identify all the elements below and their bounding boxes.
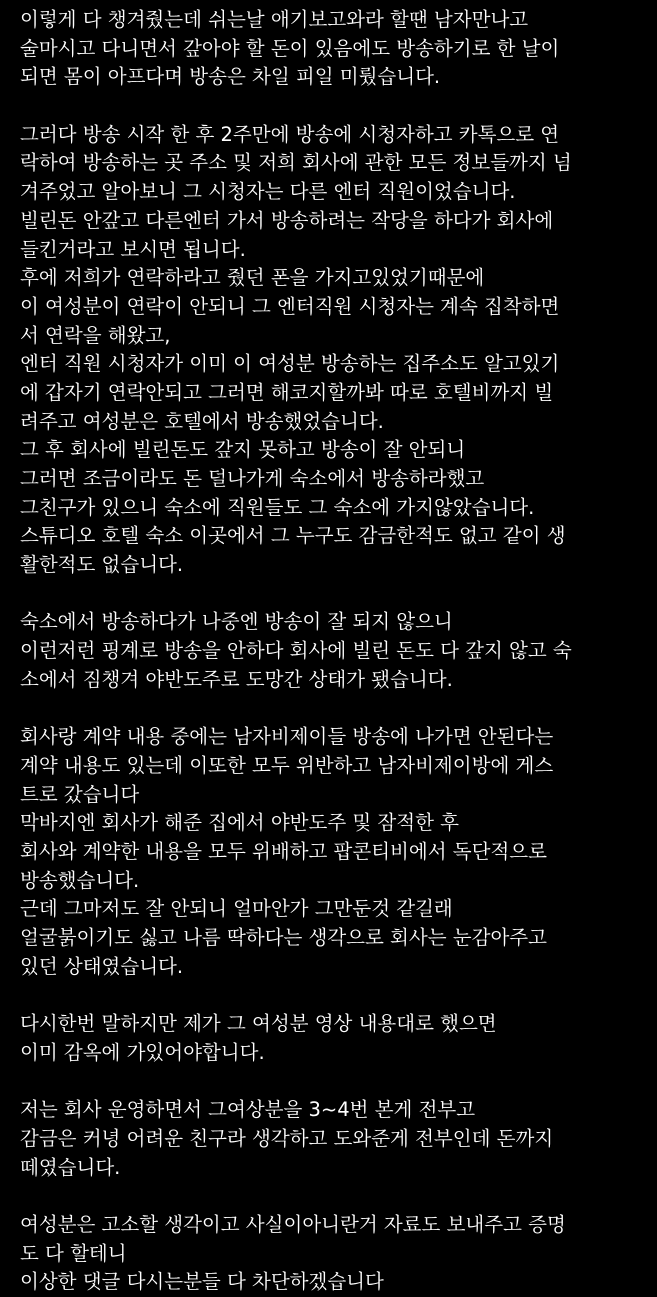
text-line: 엔터 직원 시청자가 이미 이 여성분 방송하는 집주소도 알고있기 [20,352,560,376]
paragraph [20,1096,650,1182]
text-line: 숙소에서 방송하다가 나중엔 방송이 잘 되지 않으니 [20,610,453,634]
paragraph-spacer [20,92,650,121]
paragraph [20,6,650,92]
text-line: 되면 몸이 아프다며 방송은 차일 피일 미뤘습니다. [20,65,441,89]
text-line: 락하여 방송하는 곳 주소 및 저희 회사에 관한 모든 정보들까지 넘 [20,151,572,175]
paragraph-spacer [20,1067,650,1096]
text-line: 방송했습니다. [20,868,140,892]
text-line: 려주고 여성분은 호텔에서 방송했었습니다. [20,409,384,433]
paragraph [20,121,650,580]
document-body [20,6,650,1297]
text-line: 그 후 회사에 빌린돈도 갚지 못하고 방송이 잘 안되니 [20,438,466,462]
paragraph-spacer [20,695,650,724]
paragraph-spacer [20,1182,650,1211]
paragraph [20,1211,650,1297]
text-line: 이 여성분이 연락이 안되니 그 엔터직원 시청자는 계속 집착하면 [20,294,560,318]
text-line: 이미 감옥에 가있어야합니다. [20,1040,265,1064]
text-line: 후에 저희가 연락하라고 줬던 폰을 가지고있었기때문에 [20,266,485,290]
text-line: 들킨거라고 보시면 됩니다. [20,237,246,261]
text-line: 술마시고 다니면서 갚아야 할 돈이 있음에도 방송하기로 한 날이 [20,36,560,60]
text-line: 감금은 커녕 어려운 친구라 생각하고 도와준게 전부인데 돈까지 [20,1126,554,1150]
text-line: 이렇게 다 챙겨줬는데 쉬는날 애기보고와라 할땐 남자만나고 [20,8,529,31]
text-line: 스튜디오 호텔 숙소 이곳에서 그 누구도 감금한적도 없고 같이 생 [20,524,566,548]
text-line: 저는 회사 운영하면서 그여상분을 3~4번 본게 전부고 [20,1098,476,1122]
text-line: 서 연락을 해왔고, [20,323,171,347]
text-line: 계약 내용도 있는데 이또한 모두 위반하고 남자비제이방에 게스 [20,753,554,777]
text-line: 회사랑 계약 내용 중에는 남자비제이들 방송에 나가면 안된다는 [20,725,554,749]
paragraph [20,1010,650,1067]
text-line: 트로 갔습니다 [20,782,140,806]
text-line: 회사와 계약한 내용을 모두 위배하고 팝콘티비에서 독단적으로 [20,839,547,863]
text-line: 빌린돈 안갚고 다른엔터 가서 방송하려는 작당을 하다가 회사에 [20,208,554,232]
paragraph-spacer [20,981,650,1010]
text-line: 다시한번 말하지만 제가 그 여성분 영상 내용대로 했으면 [20,1012,497,1036]
text-line: 겨주었고 알아보니 그 시청자는 다른 엔터 직원이었습니다. [20,180,516,204]
text-line: 도 다 할테니 [20,1241,127,1265]
text-line: 있던 상태였습니다. [20,954,184,978]
text-line: 이상한 댓글 다시는분들 다 차단하겠습니다 [20,1270,384,1294]
text-line: 이런저런 핑계로 방송을 안하다 회사에 빌린 돈도 다 갚지 않고 숙 [20,639,572,663]
text-line: 에 갑자기 연락안되고 그러면 해코지할까봐 따로 호텔비까지 빌 [20,380,554,404]
text-line: 막바지엔 회사가 해준 집에서 야반도주 및 잠적한 후 [20,811,459,835]
text-line: 근데 그마저도 잘 안되니 얼마안가 그만둔것 같길래 [20,897,453,921]
paragraph [20,608,650,694]
text-line: 그러다 방송 시작 한 후 2주만에 방송에 시청자하고 카톡으로 연 [20,122,560,146]
text-line: 여성분은 고소할 생각이고 사실이아니란거 자료도 보내주고 증명 [20,1212,566,1236]
text-line: 그러면 조금이라도 돈 덜나가게 숙소에서 방송하라했고 [20,467,485,490]
text-line: 얼굴붉이기도 싫고 나름 딱하다는 생각으로 회사는 눈감아주고 [20,926,547,949]
paragraph [20,723,650,981]
paragraph-spacer [20,580,650,609]
text-line: 활한적도 없습니다. [20,553,184,577]
text-line: 떼였습니다. [20,1155,121,1179]
text-line: 소에서 짐챙겨 야반도주로 도망간 상태가 됐습니다. [20,667,453,691]
text-line: 그친구가 있으니 숙소에 직원들도 그 숙소에 가지않았습니다. [20,495,535,519]
